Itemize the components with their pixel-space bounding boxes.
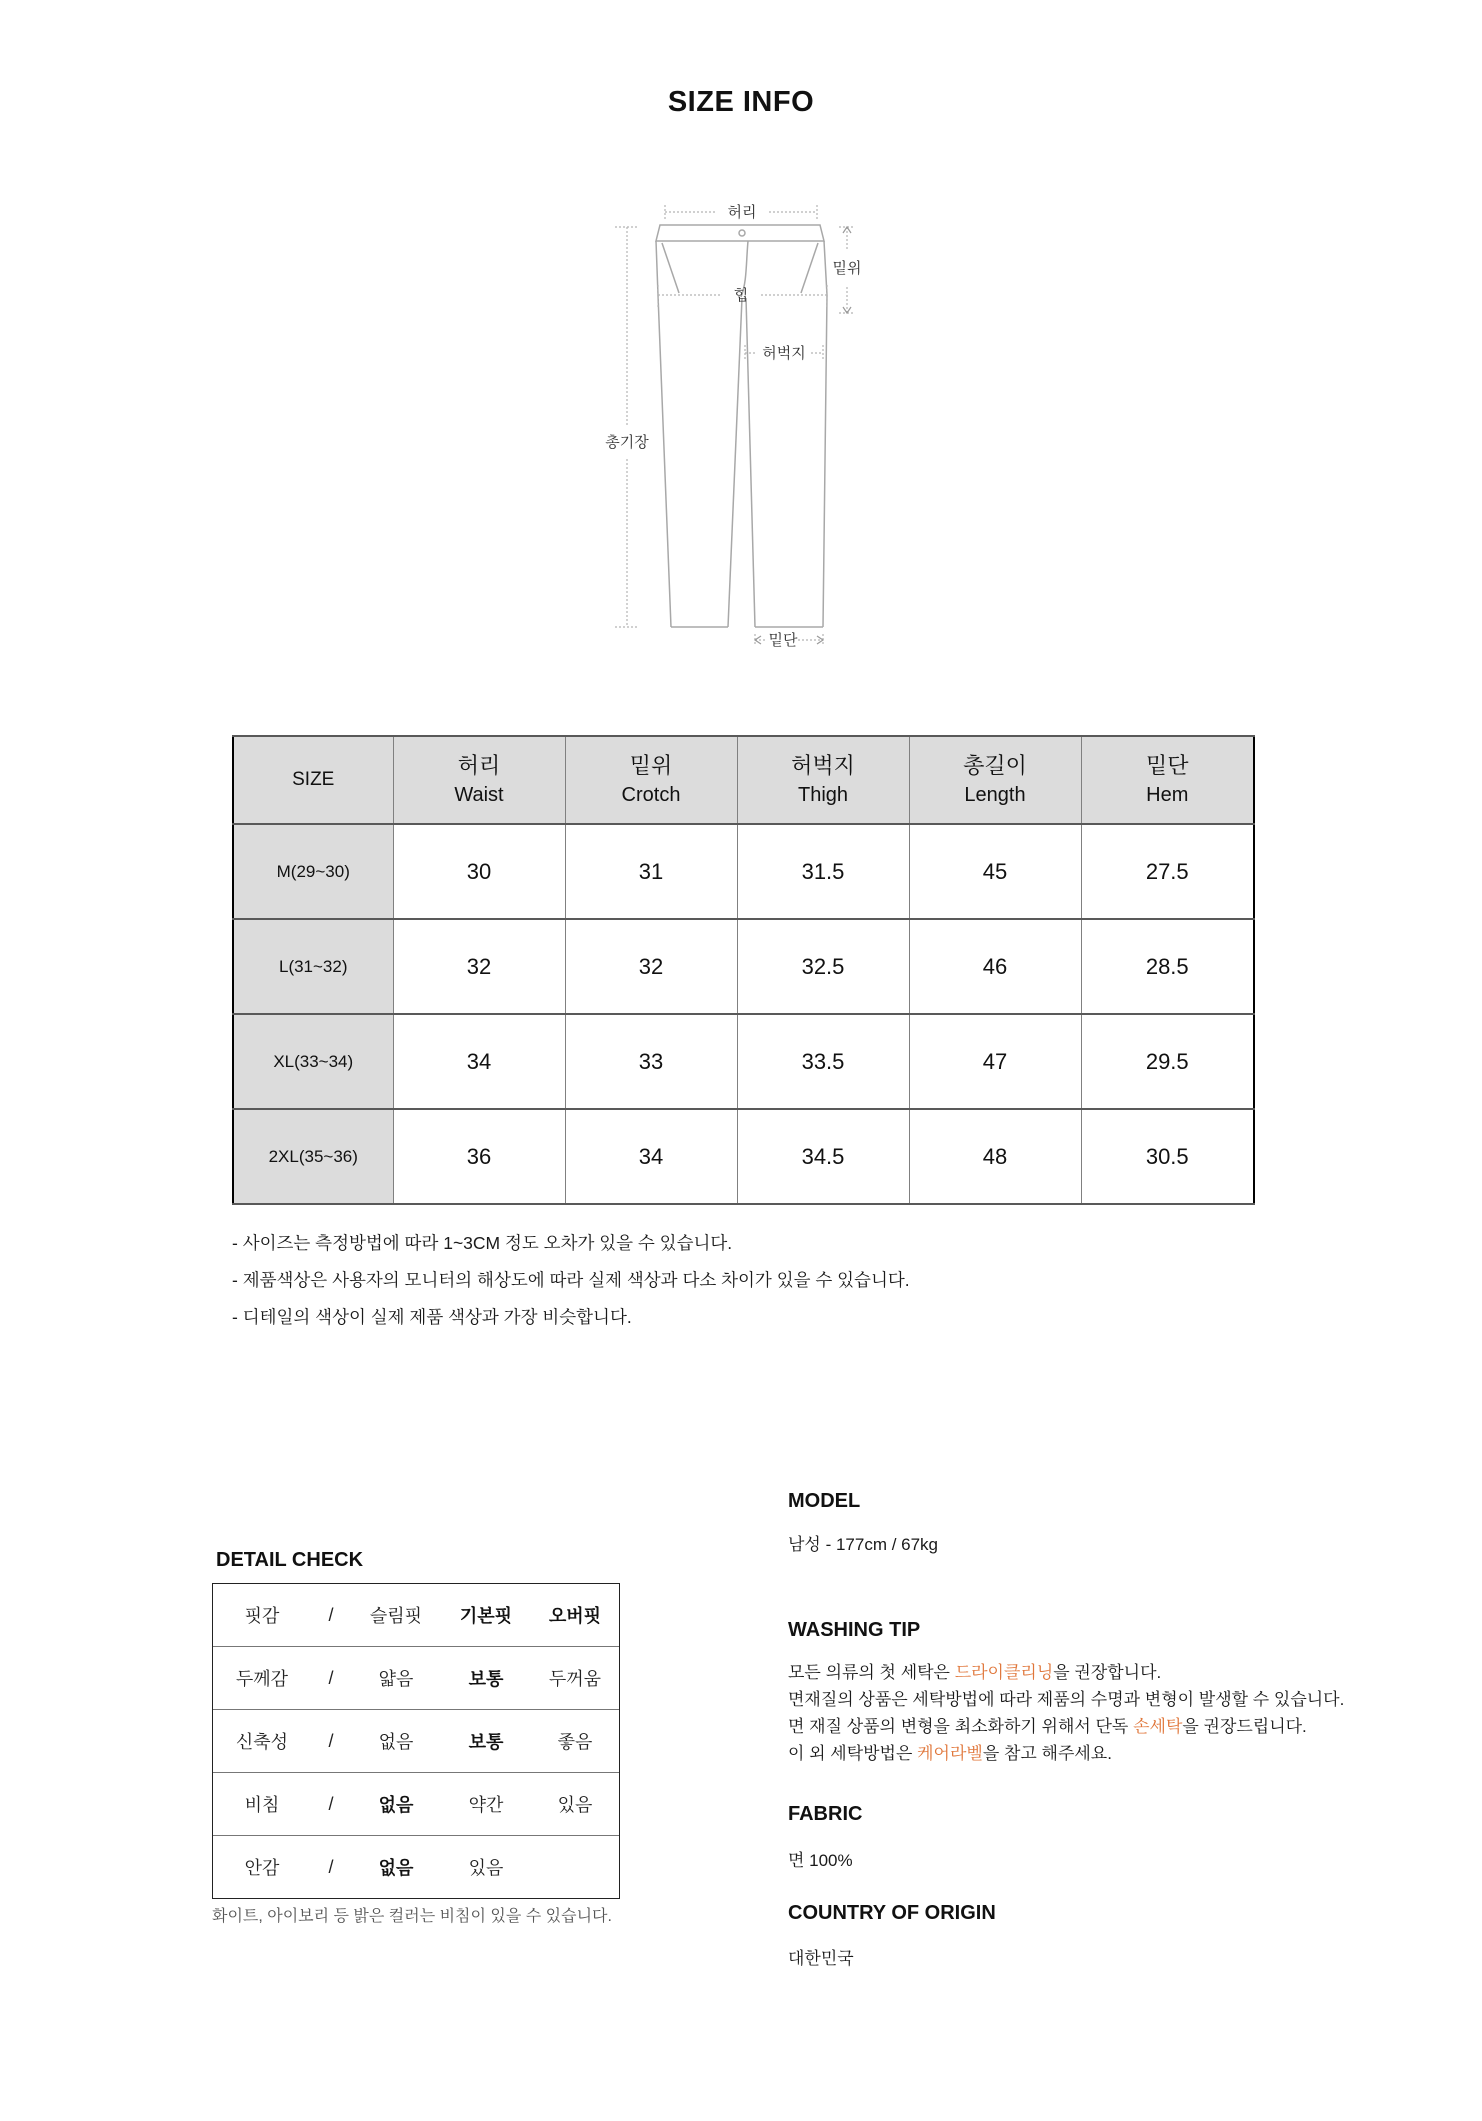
header-thigh-en: Thigh (797, 784, 849, 807)
washing-tip-heading: WASHING TIP (788, 1619, 921, 1641)
row-label: M(29~30) (233, 824, 393, 919)
header-length-en: Length (964, 784, 1026, 807)
cell-value: 33.5 (737, 1014, 909, 1109)
cell-value: 31.5 (737, 824, 909, 919)
dc-separator: / (328, 1667, 334, 1688)
washing-tip-line (788, 1713, 1344, 1740)
cell-value: 34 (393, 1014, 565, 1109)
wash-highlight: 드라이클리닝 (954, 1663, 1054, 1682)
dc-label: 핏감 (244, 1606, 280, 1626)
header-length-ko: 총길이 (963, 752, 1027, 778)
wash-text: 을 권장드립니다. (1182, 1717, 1307, 1736)
cell-value: 31 (565, 824, 737, 919)
detail-check-row-sheer (213, 1773, 619, 1836)
cell-value: 32 (393, 919, 565, 1014)
dc-option-selected: 없음 (378, 1858, 414, 1878)
header-waist-en: Waist (454, 784, 504, 807)
diagram-label-hip: 힙 (733, 287, 749, 304)
cell-value: 33 (565, 1014, 737, 1109)
diagram-label-hem: 밑단 (768, 632, 798, 649)
cell-value: 30 (393, 824, 565, 919)
detail-check-row-fit (213, 1584, 619, 1647)
size-table (232, 735, 1255, 1205)
dc-option: 두꺼움 (548, 1669, 602, 1689)
dc-option-selected: 기본핏 (459, 1606, 513, 1626)
washing-tip-line (788, 1740, 1344, 1767)
size-table-header-length (909, 736, 1081, 824)
size-note-line: - 디테일의 색상이 실제 제품 색상과 가장 비슷합니다. (232, 1307, 632, 1327)
dc-label: 두께감 (235, 1669, 289, 1689)
size-table-row-xl (233, 1014, 1254, 1109)
cell-value: 32 (565, 919, 737, 1014)
dc-option: 있음 (557, 1795, 593, 1815)
pants-measurement-diagram (585, 185, 955, 665)
dimension-lines (615, 205, 855, 646)
dc-separator: / (328, 1604, 334, 1625)
cell-value: 46 (909, 919, 1081, 1014)
dimension-arrowheads (755, 227, 851, 644)
cell-value: 47 (909, 1014, 1081, 1109)
washing-tip-line (788, 1659, 1344, 1686)
size-table-row-m (233, 824, 1254, 919)
model-heading: MODEL (788, 1490, 861, 1512)
detail-check-row-thickness (213, 1647, 619, 1710)
wash-text: 면재질의 상품은 세탁방법에 따라 제품의 수명과 변형이 발생할 수 있습니다. (788, 1690, 1345, 1709)
washing-tip-lines (788, 1659, 1344, 1767)
dc-option: 얇음 (378, 1669, 414, 1689)
wash-text: 모든 의류의 첫 세탁은 (788, 1663, 955, 1682)
detail-check-footnote: 화이트, 아이보리 등 밝은 컬러는 비침이 있을 수 있습니다. (212, 1908, 612, 1925)
row-label: 2XL(35~36) (233, 1109, 393, 1204)
cell-value: 34 (565, 1109, 737, 1204)
origin-heading: COUNTRY OF ORIGIN (788, 1902, 996, 1924)
wash-highlight: 손세탁 (1133, 1717, 1183, 1736)
wash-highlight: 케어라벨 (917, 1744, 983, 1763)
cell-value: 48 (909, 1109, 1081, 1204)
cell-value: 27.5 (1081, 824, 1254, 919)
dc-option: 좋음 (557, 1732, 593, 1752)
dc-option-selected: 보통 (468, 1732, 504, 1752)
detail-check-row-stretch (213, 1710, 619, 1773)
cell-value: 28.5 (1081, 919, 1254, 1014)
cell-value: 45 (909, 824, 1081, 919)
dc-option-selected: 오버핏 (548, 1606, 602, 1626)
wash-text: 면 재질 상품의 변형을 최소화하기 위해서 단독 (788, 1717, 1134, 1736)
dc-option: 약간 (468, 1795, 504, 1815)
dc-option: 슬림핏 (369, 1606, 423, 1626)
dc-separator: / (328, 1730, 334, 1751)
dc-separator: / (328, 1793, 334, 1814)
wash-text: 을 참고 해주세요. (982, 1744, 1112, 1763)
pants-outline (656, 225, 827, 627)
header-crotch-ko: 밑위 (629, 752, 673, 778)
size-note-line: - 제품색상은 사용자의 모니터의 해상도에 따라 실제 색상과 다소 차이가 있을 수 있습니다. (232, 1270, 910, 1290)
size-table-header-size: SIZE (233, 736, 393, 824)
detail-check-table (212, 1583, 620, 1899)
size-table-header-thigh (737, 736, 909, 824)
header-crotch-en: Crotch (621, 784, 681, 807)
dc-option: 있음 (468, 1858, 504, 1878)
size-table-header-crotch (565, 736, 737, 824)
size-table-row-2xl (233, 1109, 1254, 1204)
diagram-label-length: 총기장 (605, 434, 649, 451)
dc-option-selected: 보통 (468, 1669, 504, 1689)
header-hem-ko: 밑단 (1145, 752, 1189, 778)
dc-option-selected: 없음 (378, 1795, 414, 1815)
header-hem-en: Hem (1146, 784, 1189, 807)
cell-value: 30.5 (1081, 1109, 1254, 1204)
header-waist-ko: 허리 (457, 752, 501, 778)
origin-text: 대한민국 (788, 1949, 854, 1968)
model-text: 남성 - 177cm / 67kg (788, 1535, 939, 1554)
row-label: XL(33~34) (233, 1014, 393, 1109)
size-notes (232, 1225, 910, 1336)
washing-tip-line (788, 1686, 1344, 1713)
wash-text: 이 외 세탁방법은 (788, 1744, 918, 1763)
diagram-label-thigh: 허벅지 (762, 345, 806, 362)
fabric-text: 면 100% (788, 1851, 853, 1870)
dc-separator: / (328, 1856, 334, 1877)
cell-value: 34.5 (737, 1109, 909, 1204)
dc-label: 비침 (244, 1795, 280, 1815)
detail-check-heading: DETAIL CHECK (216, 1549, 364, 1571)
size-table-header-waist (393, 736, 565, 824)
wash-text: 을 권장합니다. (1053, 1663, 1162, 1682)
dc-label: 안감 (244, 1858, 280, 1878)
size-table-header-row (233, 736, 1254, 824)
diagram-label-waist: 허리 (727, 204, 757, 221)
fabric-heading: FABRIC (788, 1803, 863, 1825)
page-title: SIZE INFO (667, 86, 815, 118)
dc-option: 없음 (378, 1732, 414, 1752)
cell-value: 29.5 (1081, 1014, 1254, 1109)
diagram-label-crotch: 밑위 (832, 260, 862, 277)
detail-check-row-lining (213, 1836, 619, 1898)
cell-value: 36 (393, 1109, 565, 1204)
size-table-row-l (233, 919, 1254, 1014)
header-thigh-ko: 허벅지 (791, 752, 855, 778)
cell-value: 32.5 (737, 919, 909, 1014)
dc-label: 신축성 (235, 1732, 289, 1752)
size-table-header-hem (1081, 736, 1254, 824)
size-note-line: - 사이즈는 측정방법에 따라 1~3CM 정도 오차가 있을 수 있습니다. (232, 1233, 733, 1253)
row-label: L(31~32) (233, 919, 393, 1014)
